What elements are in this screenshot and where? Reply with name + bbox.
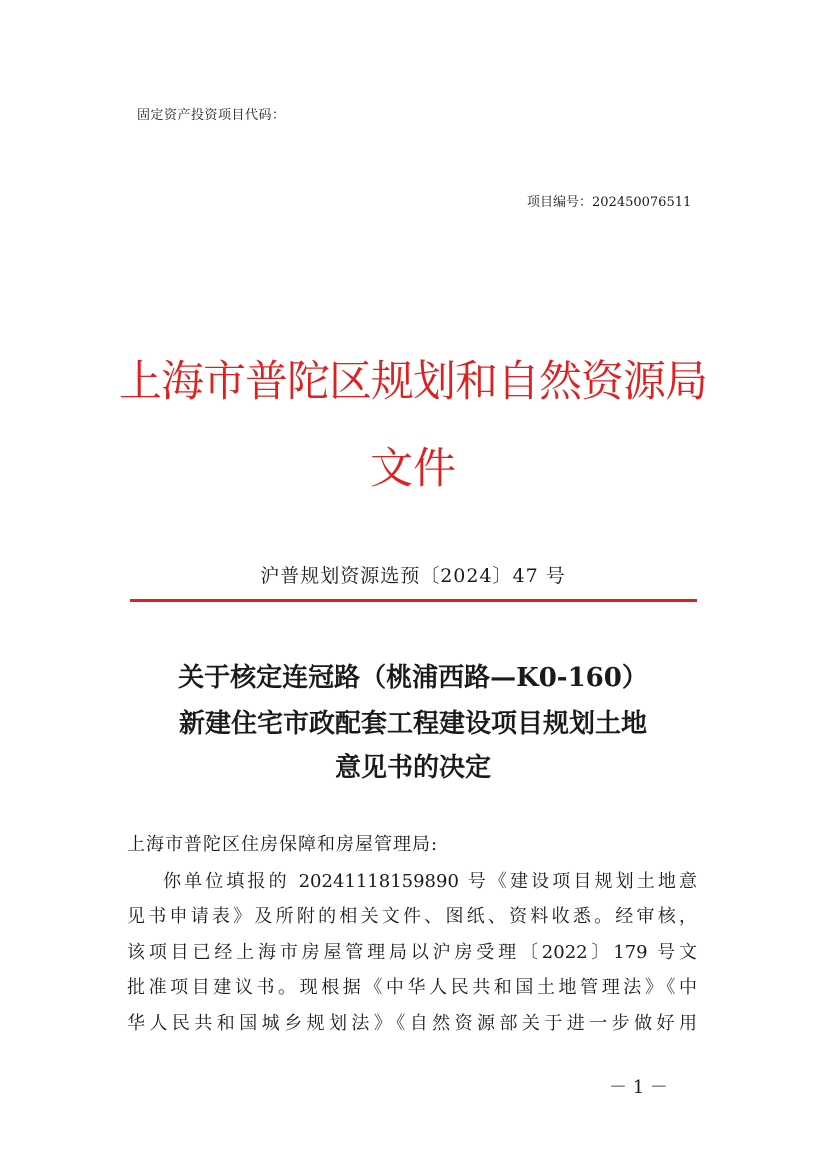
document-title-line: 意见书的决定 (334, 753, 491, 783)
issuer-title-document-label: 文件 (370, 444, 456, 494)
addressee: 上海市普陀区住房保障和房屋管理局: (127, 834, 439, 855)
body-text-line: 你单位填报的 20241118159890 号《建设项目规划土地意 (163, 871, 697, 892)
document-title-line: 关于核定连冠路（桃浦西路—K0-160） (178, 663, 648, 693)
body-text-line: 该项目已经上海市房屋管理局以沪房受理〔2022〕179 号文 (127, 942, 697, 963)
project-number: 项目编号：202450076511 (527, 195, 692, 210)
red-divider-line (130, 599, 697, 602)
document-title-line: 新建住宅市政配套工程建设项目规划土地 (178, 709, 647, 739)
body-text-line: 见书申请表》及所附的相关文件、图纸、资料收悉。经审核， (127, 906, 697, 927)
body-text-line: 华人民共和国城乡规划法》《自然资源部关于进一步做好用 (127, 1013, 697, 1034)
body-text-line: 批准项目建议书。现根据《中华人民共和国土地管理法》《中 (127, 977, 697, 998)
issuer-title: 上海市普陀区规划和自然资源局 (119, 357, 707, 407)
page-number: － 1 － (609, 1077, 668, 1098)
document-number: 沪普规划资源选预〔2024〕47 号 (260, 565, 566, 587)
fixed-asset-code-label: 固定资产投资项目代码： (137, 108, 286, 123)
